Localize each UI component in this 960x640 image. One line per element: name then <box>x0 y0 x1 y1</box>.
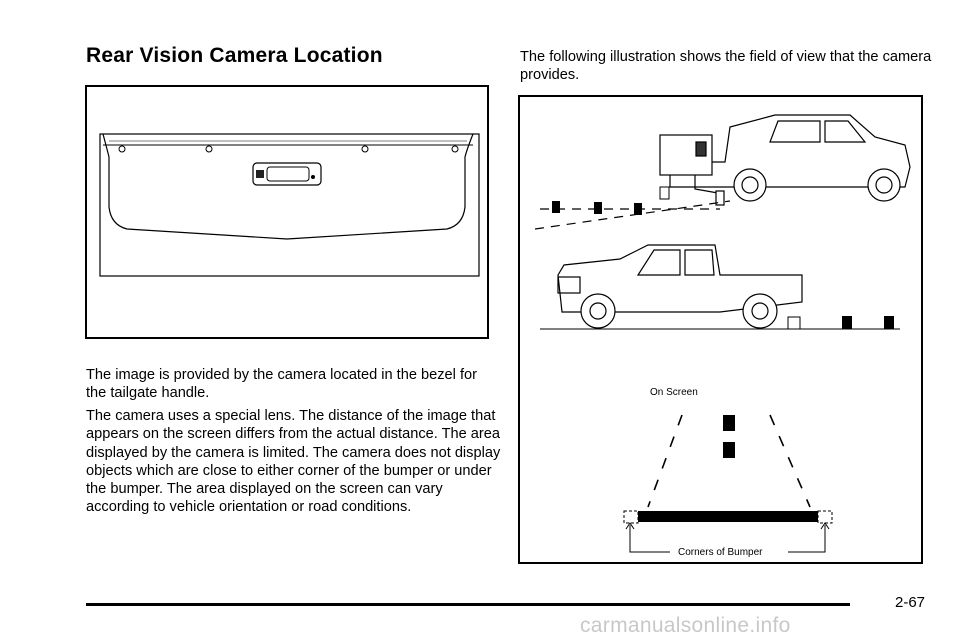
corners-of-bumper-label: Corners of Bumper <box>678 547 763 558</box>
tailgate-handle <box>253 163 321 185</box>
watermark-text: carmanualsonline.info <box>580 614 791 637</box>
footer-rule <box>86 603 850 606</box>
rear-view-ground-markers <box>535 187 730 229</box>
paragraph-camera-location: The image is provided by the camera located in the bezel for the tailgate handle. <box>86 367 478 402</box>
field-of-view-illustration <box>518 95 923 564</box>
on-screen-view <box>624 415 832 552</box>
field-of-view-drawing <box>520 97 921 562</box>
on-screen-label: On Screen <box>650 387 698 398</box>
side-view-ground-markers <box>788 316 894 329</box>
paragraph-camera-lens: The camera uses a special lens. The distance of the image that appears on the screen differs from the actual distance. The area displayed by the camera is limited. The camera does not display objects which are close to either corner of the bumper or under the bumper. The area displayed on the screen can vary according to vehicle orientation or road conditions. <box>86 408 501 516</box>
tailgate-illustration <box>85 85 489 339</box>
truck-rear-view <box>660 115 910 205</box>
section-heading: Rear Vision Camera Location <box>86 44 383 67</box>
tailgate-drawing <box>87 87 487 337</box>
paragraph-fov-intro: The following illustration shows the field of view that the camera provides. <box>520 49 932 84</box>
page-number: 2-67 <box>895 594 926 611</box>
